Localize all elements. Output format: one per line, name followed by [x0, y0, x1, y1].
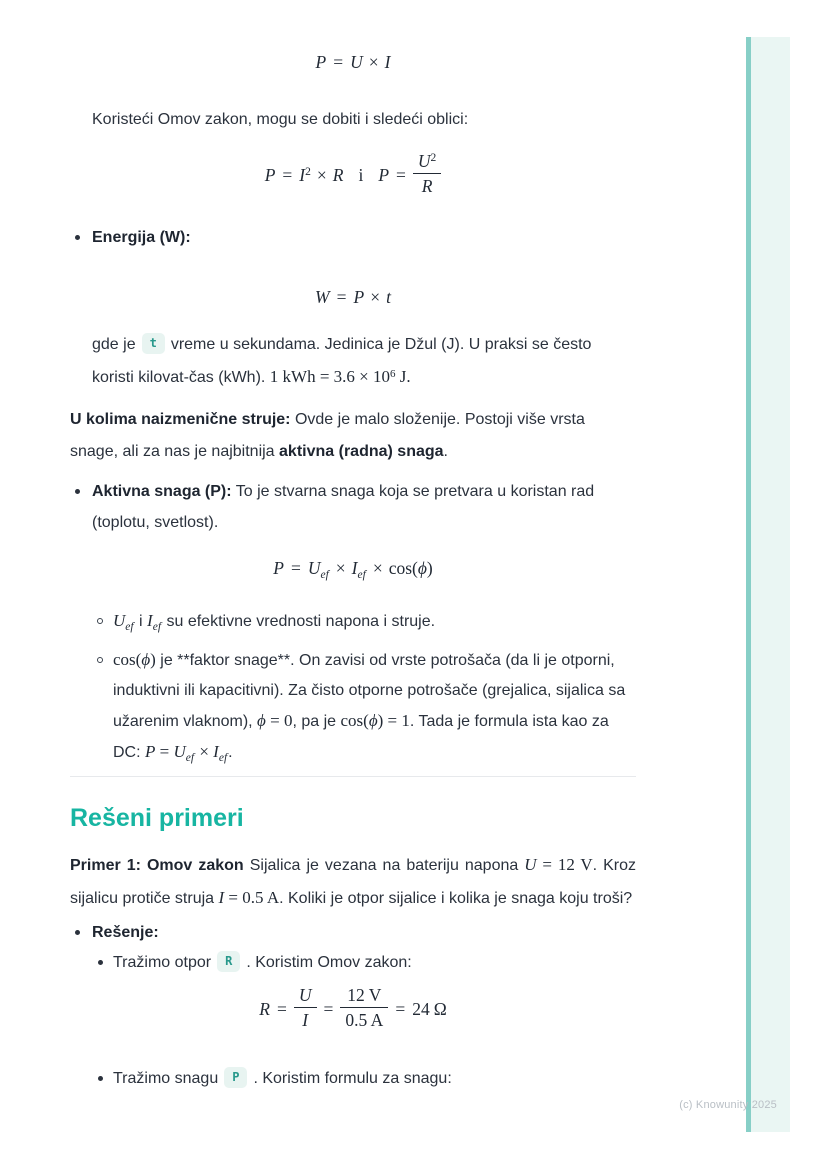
math-var: ϕ	[257, 711, 266, 730]
list-item-solution-label	[70, 917, 636, 948]
math-var: U	[113, 611, 126, 630]
list-item-find-power	[70, 1064, 636, 1094]
text-bold: Primer 1: Omov zakon	[70, 857, 244, 874]
math-op: ×	[370, 287, 381, 307]
math-text: J.	[395, 367, 411, 386]
math-inline	[147, 611, 162, 633]
text-bold: Aktivna snaga (P):	[92, 483, 232, 500]
math-frac	[340, 985, 388, 1031]
solution-label: Rešenje:	[92, 924, 159, 941]
math-op: ×	[368, 52, 379, 72]
math-inline	[270, 367, 411, 386]
formula-active-power	[70, 552, 636, 584]
math-var: P	[145, 742, 156, 761]
math-func: cos(	[113, 650, 142, 669]
math-inline	[340, 711, 409, 730]
math-inline	[113, 650, 156, 669]
text-run: Tražimo snagu	[113, 1070, 219, 1087]
math-op: ×	[195, 742, 214, 761]
math-var: R	[259, 999, 270, 1020]
list-item-power-factor	[70, 645, 636, 768]
frac-denominator: I	[302, 1010, 309, 1030]
math-text: 1 kWh = 3.6 × 10	[269, 367, 391, 386]
math-op: =	[276, 999, 287, 1020]
math-var: P	[273, 558, 284, 578]
inline-code-r: R	[217, 951, 240, 972]
math-var: I	[147, 611, 153, 630]
list-active-power-details	[70, 606, 636, 768]
math-text: = 0	[265, 711, 293, 730]
math-var: I	[299, 165, 306, 186]
math-sub: ef	[357, 569, 366, 581]
formula-power-dc	[70, 46, 636, 78]
text-run: . Koristim formulu za snagu:	[253, 1070, 452, 1087]
frac-numerator	[413, 151, 441, 174]
list-item-energy	[70, 222, 636, 253]
math-unit-omega: Ω	[433, 999, 447, 1020]
math-func: cos(	[388, 558, 418, 578]
text-run: . Kroz sijalicu protiče struja	[70, 857, 637, 907]
math-inline	[524, 855, 592, 874]
math-sub: ef	[125, 621, 134, 633]
math-sub: ef	[320, 569, 329, 581]
math-var: I	[218, 888, 225, 907]
formula-resistance-solution	[70, 985, 636, 1034]
math-var: I	[384, 52, 391, 72]
math-inline	[113, 611, 135, 633]
math-var: P	[353, 287, 365, 307]
math-var: U	[417, 151, 431, 171]
text-run: Tražimo otpor	[113, 954, 212, 971]
math-inline	[219, 888, 280, 907]
text-run: vreme u sekundama. Jedinica je Džul (J). U praksi se često koristi kilovat-čas (kWh).	[92, 336, 592, 386]
math-frac	[413, 151, 441, 197]
text-run: Sijalica je vezana na bateriju napona	[243, 857, 525, 874]
text-run: i	[134, 613, 148, 630]
math-var: P	[264, 165, 276, 186]
frac-denominator: R	[421, 176, 433, 196]
list-energy	[70, 222, 636, 253]
math-sup: 2	[430, 152, 437, 164]
list-solution	[70, 917, 636, 948]
text-run: .	[443, 443, 448, 460]
math-text: )	[150, 650, 156, 669]
math-var: P	[378, 165, 390, 186]
math-sup: 6	[390, 368, 396, 380]
frac-numerator: U	[294, 985, 317, 1008]
math-var: P	[315, 52, 327, 72]
paragraph-ac-intro	[70, 404, 636, 468]
formula-power-forms	[70, 151, 636, 200]
page-edge-panel	[751, 37, 790, 1132]
math-number: 24	[412, 999, 430, 1020]
inline-code-p: P	[224, 1067, 247, 1088]
math-var: t	[386, 287, 391, 307]
math-text: = 0.5 A	[224, 888, 280, 907]
frac-denominator: 0.5 A	[345, 1010, 384, 1030]
math-var: W	[315, 287, 330, 307]
math-var: ϕ	[141, 650, 151, 669]
math-func: cos(	[340, 711, 369, 730]
math-op: =	[336, 287, 347, 307]
math-op: =	[333, 52, 344, 72]
math-inline	[257, 711, 292, 730]
text-run: .	[228, 744, 233, 761]
paragraph-ohm-forms-intro: Koristeći Omov zakon, mogu se dobiti i sledeći oblici:	[92, 111, 469, 128]
document-content	[70, 0, 636, 1094]
math-op: ×	[335, 558, 346, 578]
math-op: =	[290, 558, 301, 578]
math-var: U	[173, 742, 186, 761]
math-var: U	[307, 558, 321, 578]
text-run: . Koliki je otpor sijalice i kolika je snaga koju troši?	[279, 890, 633, 907]
text-run: gde je	[92, 336, 136, 353]
list-item-effective-values	[70, 606, 636, 637]
math-sub: ef	[152, 621, 162, 633]
paragraph-energy-unit	[70, 329, 636, 394]
text-run: . Koristim Omov zakon:	[246, 954, 412, 971]
math-sub: ef	[218, 752, 228, 764]
math-op: =	[155, 742, 174, 761]
page-footer: (c) Knowunity 2025	[679, 1099, 777, 1111]
math-op: =	[396, 165, 406, 186]
section-divider	[70, 776, 636, 777]
math-op: ×	[372, 558, 383, 578]
inline-code-t: t	[142, 333, 165, 354]
math-var: U	[524, 855, 537, 874]
list-active-power	[70, 476, 636, 538]
section-heading-solved-examples: Rešeni primeri	[70, 804, 244, 832]
math-text: = 12 V	[536, 855, 593, 874]
math-op: ×	[316, 165, 327, 186]
math-sub: ef	[185, 752, 195, 764]
math-var: I	[213, 742, 219, 761]
math-frac	[294, 985, 317, 1031]
text-run: , pa je	[292, 713, 341, 730]
math-op: =	[282, 165, 293, 186]
list-solution-steps	[70, 948, 636, 978]
math-op: =	[395, 999, 406, 1020]
math-var: ϕ	[368, 711, 378, 730]
math-sup: 2	[305, 166, 311, 179]
math-var: U	[350, 52, 363, 72]
math-var: ϕ	[417, 558, 427, 578]
text-run: su efektivne vrednosti napona i struje.	[162, 613, 436, 630]
text-run: Ovde je malo složenije. Postoji više vrsta snage, ali za nas je najbitnija	[70, 411, 585, 460]
list-solution-steps	[70, 1064, 636, 1094]
formula-energy	[70, 281, 636, 313]
text-bold: U kolima naizmenične struje:	[70, 411, 291, 428]
frac-numerator: 12 V	[340, 985, 388, 1008]
list-item-find-resistance	[70, 948, 636, 978]
list-item-active-power	[70, 476, 636, 538]
math-var: R	[332, 165, 344, 186]
math-conjunction: i	[358, 165, 364, 186]
math-text: ) = 1	[377, 711, 410, 730]
math-text: )	[426, 558, 433, 578]
text-bold: aktivna (radna) snaga	[279, 443, 444, 460]
text-run: To je stvarna snaga koja se pretvara u koristan rad (toplotu, svetlost).	[92, 483, 595, 531]
paragraph-example1	[70, 849, 636, 915]
math-var: I	[351, 558, 358, 578]
math-op: =	[323, 999, 334, 1020]
energy-label: Energija (W):	[92, 229, 191, 246]
math-inline	[145, 742, 228, 764]
text-run: . Tada je formula ista kao za DC:	[113, 713, 609, 761]
text-run: je **faktor snage**. On zavisi od vrste potrošača (da li je otporni, induktivni ili kapacitivni). Za čisto otporne potrošače (grejalica, sijalica sa užarenim vlaknom),	[113, 652, 626, 730]
